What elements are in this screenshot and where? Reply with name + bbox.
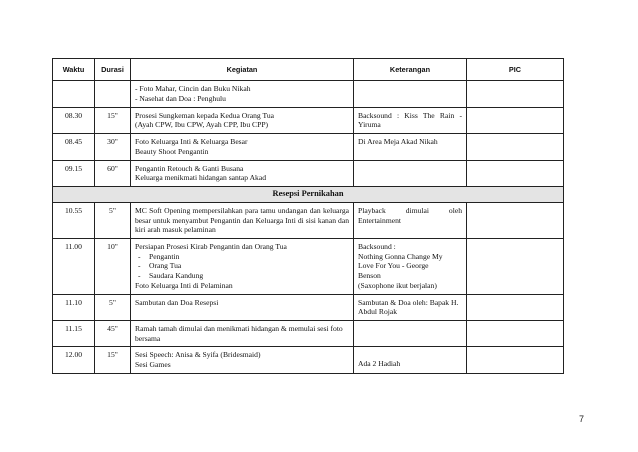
page-number: 7: [578, 414, 584, 424]
header-keterangan: Keterangan: [354, 59, 467, 81]
keterangan-line: Backsound :: [358, 241, 396, 251]
cell-waktu: 11.15: [53, 321, 95, 347]
cell-keterangan: [354, 160, 467, 186]
cell-keterangan: Backsound : Kiss The Rain - Yiruma: [354, 107, 467, 133]
kegiatan-line: Beauty Shoot Pengantin: [135, 146, 209, 156]
kegiatan-line: Keluarga menikmati hidangan santap Akad: [135, 173, 267, 183]
cell-keterangan: [354, 81, 467, 107]
kegiatan-line: Sesi Speech: Anisa & Syifa (Bridesmaid): [135, 350, 261, 360]
cell-durasi: 15": [95, 107, 131, 133]
table-row: [53, 347, 564, 373]
cell-keterangan: [354, 321, 467, 347]
keterangan-line: Love For You - George: [358, 261, 429, 271]
kegiatan-list-item: - Orang Tua: [135, 261, 349, 271]
kegiatan-line: Pengantin Retouch & Ganti Busana: [135, 163, 244, 173]
header-kegiatan: Kegiatan: [131, 59, 354, 81]
keterangan-line: Nothing Gonna Change My: [358, 251, 443, 261]
table-row: [53, 238, 564, 294]
cell-waktu: 12.00: [53, 347, 95, 373]
cell-kegiatan: [131, 134, 354, 160]
cell-durasi: [95, 81, 131, 107]
keterangan-line: [358, 206, 462, 216]
kegiatan-line: - Nasehat dan Doa : Penghulu: [135, 94, 226, 104]
cell-durasi: 5": [95, 294, 131, 320]
cell-keterangan: [354, 347, 467, 373]
cell-pic: [467, 321, 564, 347]
cell-waktu: 11.00: [53, 238, 95, 294]
cell-durasi: 10": [95, 238, 131, 294]
cell-durasi: 30": [95, 134, 131, 160]
cell-durasi: 15": [95, 347, 131, 373]
cell-pic: [467, 107, 564, 133]
cell-pic: [467, 347, 564, 373]
cell-kegiatan: MC Soft Opening mempersilahkan para tamu undangan dan keluarga besar untuk menyambut Pengantin dan Keluarga Inti di sisi kanan dan kiri arah masuk pelaminan: [131, 202, 354, 238]
rundown-table: [52, 58, 564, 374]
keterangan-line: (Saxophone ikut berjalan): [358, 280, 437, 290]
keterangan-line: Benson: [358, 271, 381, 281]
cell-waktu: 08.45: [53, 134, 95, 160]
table-row: [53, 134, 564, 160]
kegiatan-line: - Foto Mahar, Cincin dan Buku Nikah: [135, 84, 251, 94]
cell-pic: [467, 81, 564, 107]
table-row: [53, 202, 564, 238]
section-title: Resepsi Pernikahan: [53, 187, 564, 203]
cell-waktu: 08.30: [53, 107, 95, 133]
cell-pic: [467, 294, 564, 320]
kegiatan-line: Persiapan Prosesi Kirab Pengantin dan Orang Tua: [135, 241, 287, 251]
cell-waktu: 09.15: [53, 160, 95, 186]
header-durasi: Durasi: [95, 59, 131, 81]
keterangan-spacer: [358, 350, 462, 359]
kegiatan-line: (Ayah CPW, Ibu CPW, Ayah CPP, Ibu CPP): [135, 120, 269, 130]
cell-kegiatan: [131, 160, 354, 186]
cell-pic: [467, 238, 564, 294]
cell-pic: [467, 134, 564, 160]
cell-kegiatan: Sambutan dan Doa Resepsi: [131, 294, 354, 320]
keterangan-word: dimulai: [405, 205, 429, 215]
kegiatan-line: Prosesi Sungkeman kepada Kedua Orang Tua: [135, 110, 274, 120]
cell-durasi: 5": [95, 202, 131, 238]
cell-keterangan: [354, 238, 467, 294]
cell-kegiatan: [131, 107, 354, 133]
cell-durasi: 45": [95, 321, 131, 347]
section-row: [53, 187, 564, 203]
header-pic: PIC: [467, 59, 564, 81]
table-row: [53, 160, 564, 186]
table-row: [53, 107, 564, 133]
cell-keterangan: [354, 202, 467, 238]
cell-waktu: 11.10: [53, 294, 95, 320]
kegiatan-list-item: - Saudara Kandung: [135, 271, 349, 281]
table-header-row: [53, 59, 564, 81]
cell-kegiatan: [131, 238, 354, 294]
cell-pic: [467, 202, 564, 238]
header-waktu: Waktu: [53, 59, 95, 81]
cell-kegiatan: Ramah tamah dimulai dan menikmati hidangan & memulai sesi foto bersama: [131, 321, 354, 347]
keterangan-word: Playback: [358, 205, 386, 215]
kegiatan-line: Foto Keluarga Inti & Keluarga Besar: [135, 137, 248, 147]
cell-kegiatan: [131, 81, 354, 107]
cell-kegiatan: [131, 347, 354, 373]
cell-waktu: [53, 81, 95, 107]
keterangan-word: oleh: [448, 205, 462, 215]
cell-pic: [467, 160, 564, 186]
table-row: [53, 81, 564, 107]
cell-keterangan: Sambutan & Doa oleh: Bapak H. Abdul Rojak: [354, 294, 467, 320]
kegiatan-line: Foto Keluarga Inti di Pelaminan: [135, 280, 233, 290]
table-row: [53, 294, 564, 320]
cell-durasi: 60": [95, 160, 131, 186]
kegiatan-line: Sesi Games: [135, 360, 171, 370]
cell-keterangan: Di Area Meja Akad Nikah: [354, 134, 467, 160]
keterangan-line: Ada 2 Hadiah: [358, 359, 401, 369]
cell-waktu: 10.55: [53, 202, 95, 238]
kegiatan-list-item: - Pengantin: [135, 252, 349, 262]
keterangan-line: Entertainment: [358, 215, 402, 225]
table-row: [53, 321, 564, 347]
